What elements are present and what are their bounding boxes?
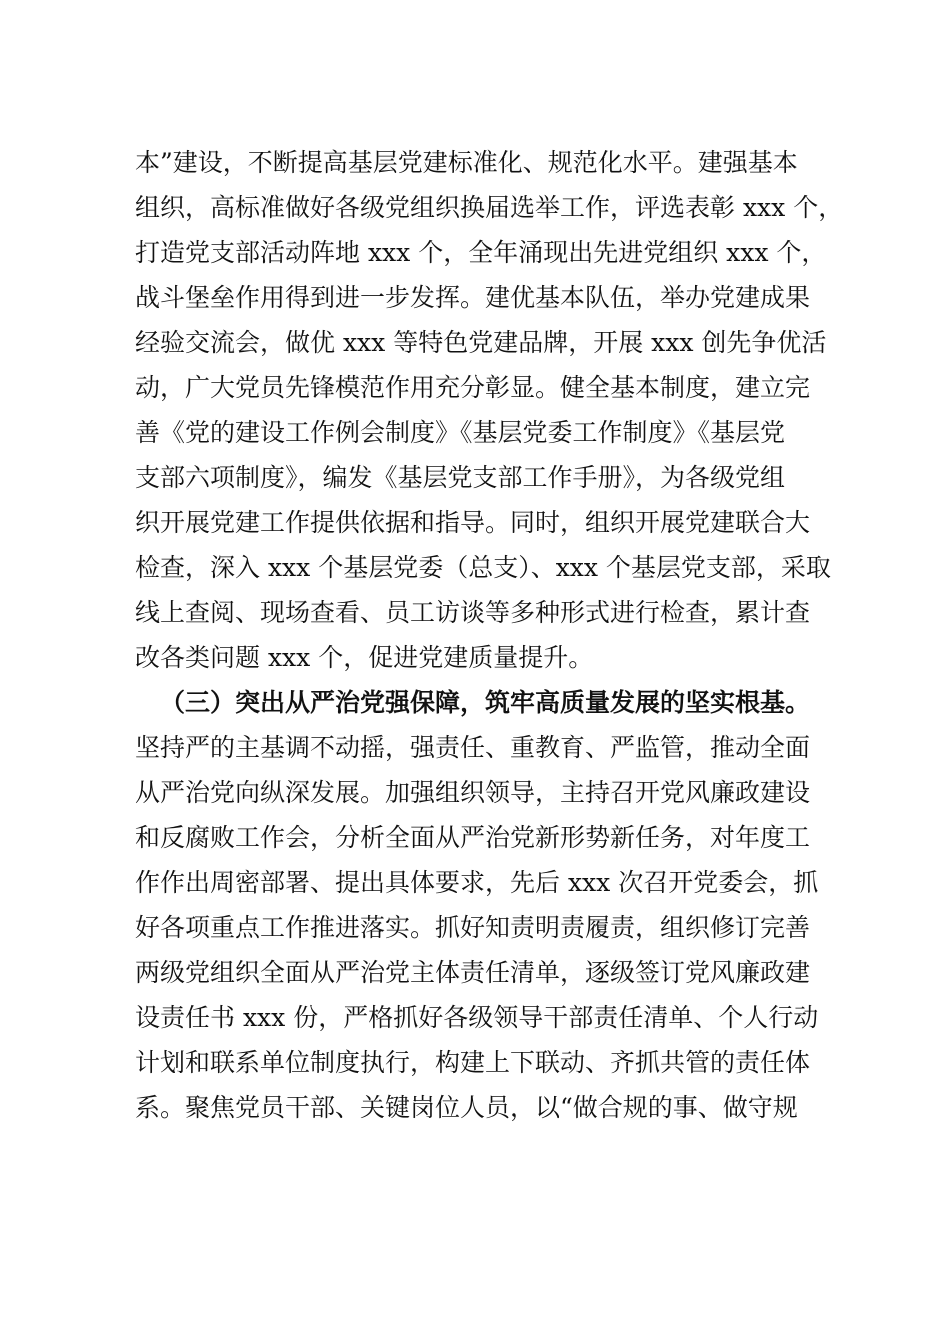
text-line: 本”建设，不断提高基层党建标准化、规范化水平。建强基本 [135, 148, 798, 177]
text-line: 经验交流会，做优 xxx 等特色党建品牌，开展 xxx 创先争优活 [135, 328, 827, 357]
text-line: 打造党支部活动阵地 xxx 个，全年涌现出先进党组织 xxx 个， [135, 238, 827, 267]
text-line: 设责任书 xxx 份，严格抓好各级领导干部责任清单、个人行动 [135, 1003, 819, 1032]
text-line: 织开展党建工作提供依据和指导。同时，组织开展党建联合大 [135, 508, 811, 537]
text-line: 计划和联系单位制度执行，构建上下联动、齐抓共管的责任体 [135, 1048, 811, 1077]
text-line: 支部六项制度》，编发《基层党支部工作手册》，为各级党组 [135, 463, 786, 492]
paragraph-1 [135, 140, 844, 680]
section-heading: （三）突出从严治党强保障，筑牢高质量发展的坚实根基。 [160, 688, 811, 717]
text-line: 动，广大党员先锋模范作用充分彰显。健全基本制度，建立完 [135, 373, 811, 402]
text-line: 好各项重点工作推进落实。抓好知责明责履责，组织修订完善 [135, 913, 811, 942]
text-line: 和反腐败工作会，分析全面从严治党新形势新任务，对年度工 [135, 823, 811, 852]
text-line: 作作出周密部署、提出具体要求，先后 xxx 次召开党委会，抓 [135, 868, 819, 897]
text-line: 改各类问题 xxx 个，促进党建质量提升。 [135, 643, 594, 672]
document-body [135, 140, 844, 1130]
text-line: 坚持严的主基调不动摇，强责任、重教育、严监管，推动全面 [135, 733, 811, 762]
section-3 [135, 680, 835, 1130]
text-line: 系。聚焦党员干部、关键岗位人员，以“做合规的事、做守规 [135, 1093, 798, 1122]
text-line: 组织，高标准做好各级党组织换届选举工作，评选表彰 xxx 个， [135, 193, 844, 222]
text-line: 从严治党向纵深发展。加强组织领导，主持召开党风廉政建设 [135, 778, 811, 807]
text-line: 线上查阅、现场查看、员工访谈等多种形式进行检查，累计查 [135, 598, 811, 627]
text-line: 战斗堡垒作用得到进一步发挥。建优基本队伍，举办党建成果 [135, 283, 811, 312]
text-line: 善《党的建设工作例会制度》《基层党委工作制度》《基层党 [135, 418, 786, 447]
text-line: 两级党组织全面从严治党主体责任清单，逐级签订党风廉政建 [135, 958, 811, 987]
text-line: 检查，深入 xxx 个基层党委（总支）、xxx 个基层党支部，采取 [135, 553, 831, 582]
